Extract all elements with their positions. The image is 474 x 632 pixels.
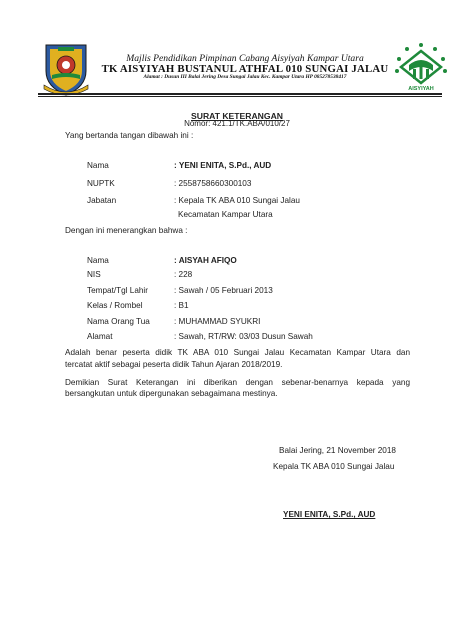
header-school-name: TK AISYIYAH BUSTANUL ATHFAL 010 SUNGAI JALAU bbox=[101, 63, 389, 75]
student-address-label: Alamat bbox=[87, 332, 113, 341]
place-date: Balai Jering, 21 November 2018 bbox=[279, 446, 396, 455]
student-birth-value: : Sawah / 05 Februari 2013 bbox=[174, 286, 273, 295]
student-parent-label: Nama Orang Tua bbox=[87, 317, 150, 326]
signer-position-label: Jabatan bbox=[87, 196, 117, 205]
header-rule-thin bbox=[38, 96, 442, 97]
header-address: Alamat : Dusun III Balai Jering Desa Sungai Jalau Kec. Kampar Utara HP 085278538417 bbox=[143, 74, 347, 80]
signer-name-label: Nama bbox=[87, 161, 109, 170]
document-title: SURAT KETERANGAN bbox=[191, 111, 283, 121]
student-class-value: : B1 bbox=[174, 301, 189, 310]
student-address-value: : Sawah, RT/RW: 03/03 Dusun Sawah bbox=[174, 332, 313, 341]
intro-signer: Yang bertanda tangan dibawah ini : bbox=[65, 131, 194, 140]
intro-student: Dengan ini menerangkan bahwa : bbox=[65, 226, 188, 235]
paragraph-enrollment-line2: tercatat aktif sebagai peserta didik Tahun Ajaran 2018/2019. bbox=[65, 360, 283, 369]
regency-crest-logo bbox=[38, 41, 94, 97]
student-nis-value: : 228 bbox=[174, 270, 193, 279]
signer-nuptk-label: NUPTK bbox=[87, 179, 115, 188]
signer-nuptk-value: : 2558758660300103 bbox=[174, 179, 252, 188]
student-nis-label: NIS bbox=[87, 270, 101, 279]
student-class-label: Kelas / Rombel bbox=[87, 301, 143, 310]
header-rule-thick bbox=[38, 93, 442, 95]
paragraph-closing-line1: Demikian Surat Keterangan ini diberikan dengan sebenar-benarnya kepada yang bbox=[65, 378, 410, 387]
signature-name: YENI ENITA, S.Pd., AUD bbox=[283, 510, 376, 519]
student-name-value: : AISYAH AFIQO bbox=[174, 256, 237, 265]
signer-name-value: : YENI ENITA, S.Pd., AUD bbox=[174, 161, 272, 170]
signer-position-value: : Kepala TK ABA 010 Sungai Jalau bbox=[174, 196, 300, 205]
student-birth-label: Tempat/Tgl Lahir bbox=[87, 286, 148, 295]
student-parent-value: : MUHAMMAD SYUKRI bbox=[174, 317, 261, 326]
aisyiyah-logo-text: AISYIYAH bbox=[408, 86, 434, 92]
student-name-label: Nama bbox=[87, 256, 109, 265]
signer-position-continued: Kecamatan Kampar Utara bbox=[178, 210, 273, 219]
document-number: Nomor: 421.1/TK.ABA/010/27 bbox=[184, 119, 290, 128]
header-organization: Majlis Pendidikan Pimpinan Cabang Aisyiyah Kampar Utara bbox=[126, 53, 364, 64]
signer-title: Kepala TK ABA 010 Sungai Jalau bbox=[273, 462, 395, 471]
paragraph-closing-line2: bersangkutan untuk dipergunakan sebagaimana mestinya. bbox=[65, 389, 278, 398]
paragraph-enrollment-line1: Adalah benar peserta didik TK ABA 010 Sungai Jalau Kecamatan Kampar Utara dan bbox=[65, 348, 410, 357]
